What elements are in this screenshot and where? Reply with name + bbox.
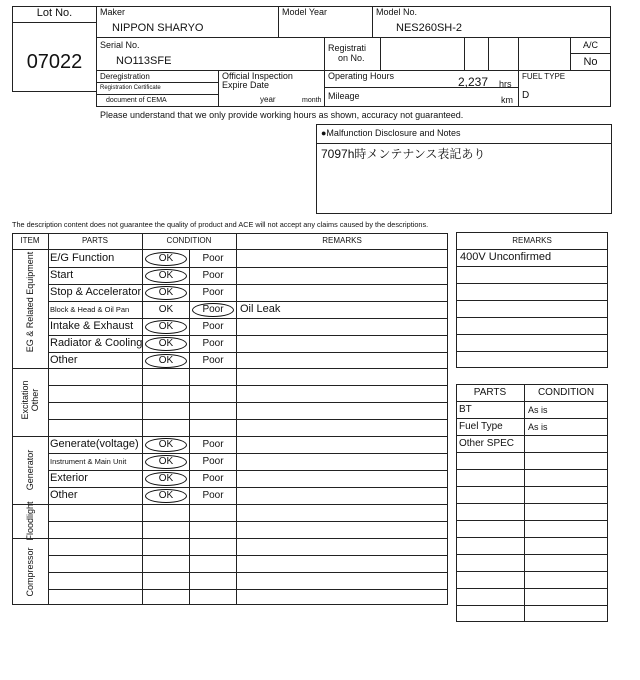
condition-ok-selected: OK: [145, 269, 187, 283]
row-remark: Oil Leak: [240, 303, 281, 315]
year-label: year: [260, 95, 276, 104]
condition-ok: OK: [158, 304, 174, 315]
maker-label: Maker: [100, 7, 126, 17]
deregistration-label: Deregistration: [100, 72, 150, 81]
condition-poor-selected: Poor: [192, 303, 234, 317]
condition-ok-selected: OK: [145, 455, 187, 469]
model-no-label: Model No.: [376, 7, 418, 17]
condition-ok-selected: OK: [145, 354, 187, 368]
model-no-value: NES260SH-2: [396, 22, 463, 34]
part-name: Radiator & Cooling: [50, 337, 143, 349]
month-label: month: [302, 97, 322, 104]
section-label: Floodlight: [25, 501, 35, 541]
malfunction-title: ●Malfunction Disclosure and Notes: [321, 128, 461, 138]
condition-poor: Poor: [202, 287, 224, 298]
condition-poor: Poor: [202, 338, 224, 349]
condition-poor: Poor: [202, 270, 224, 281]
section-label: Compressor: [25, 547, 35, 597]
section-label: Generator: [25, 449, 35, 491]
right-remark-text: 400V Unconfirmed: [460, 251, 552, 263]
operating-hours-label: Operating Hours: [328, 71, 395, 81]
part-name: Other: [50, 354, 78, 366]
fuel-type-value: D: [522, 90, 530, 101]
ac-label: A/C: [582, 40, 598, 50]
col-condition-header: CONDITION: [166, 236, 212, 245]
part-name: Start: [50, 269, 74, 281]
inspection-label-1: Official Inspection: [222, 71, 293, 81]
condition-ok-selected: OK: [145, 438, 187, 452]
condition-poor: Poor: [202, 456, 224, 467]
section-label: Excitation Other: [20, 380, 40, 420]
cema-label: document of CEMA: [106, 97, 167, 104]
part-name: Intake & Exhaust: [50, 320, 134, 332]
condition-poor: Poor: [202, 355, 224, 366]
hrs-unit: hrs: [499, 79, 512, 89]
maker-value: NIPPON SHARYO: [112, 22, 204, 34]
condition-ok-selected: OK: [145, 252, 187, 266]
part-name: E/G Function: [50, 252, 115, 264]
registration-label-2: on No.: [338, 53, 365, 63]
condition-ok-selected: OK: [145, 472, 187, 486]
lot-number: 07022: [26, 51, 83, 73]
condition-poor: Poor: [202, 253, 224, 264]
operating-hours-value: 2,237: [458, 75, 489, 89]
part-name: Exterior: [50, 472, 88, 484]
condition-poor: Poor: [202, 473, 224, 484]
col-parts-header: PARTS: [82, 236, 108, 245]
registration-label-1: Registrati: [328, 43, 367, 53]
serial-value: NO113SFE: [116, 55, 172, 67]
right-parts-header: PARTS: [473, 387, 507, 398]
right-part-name: Fuel Type: [459, 421, 503, 432]
right-part-condition: As is: [528, 422, 548, 432]
right-part-name: Other SPEC: [459, 438, 515, 449]
malfunction-text: 7097h時メンテナンス表記あり: [321, 147, 486, 161]
condition-ok-selected: OK: [145, 337, 187, 351]
part-name: Other: [50, 489, 78, 501]
disclaimer-text: The description content does not guarantee the quality of product and ACE will not accept any claims caused by the descriptions.: [12, 220, 429, 229]
col-remarks-header: REMARKS: [322, 236, 362, 245]
condition-ok-selected: OK: [145, 286, 187, 300]
part-name: Stop & Accelerator: [50, 286, 142, 298]
inspection-label-2: Expire Date: [222, 80, 270, 90]
reg-cert-label: Registration Certificate: [100, 85, 161, 91]
serial-label: Serial No.: [100, 40, 140, 50]
fuel-type-label: FUEL TYPE: [522, 72, 566, 81]
condition-ok-selected: OK: [145, 489, 187, 503]
section-label: EG & Related Equipment: [25, 251, 35, 353]
lot-label: Lot No.: [36, 7, 73, 19]
km-unit: km: [501, 95, 513, 105]
col-item-header: ITEM: [20, 236, 40, 245]
ac-value: No: [583, 56, 598, 68]
condition-poor: Poor: [202, 321, 224, 332]
right-part-name: BT: [459, 404, 472, 415]
right-part-condition: As is: [528, 405, 548, 415]
part-name: Generate(voltage): [50, 438, 139, 450]
mileage-label: Mileage: [328, 91, 360, 101]
model-year-label: Model Year: [282, 7, 328, 17]
right-remarks-header: REMARKS: [512, 236, 552, 245]
part-name: Block & Head & Oil Pan: [50, 305, 130, 314]
part-name: Instrument & Main Unit: [50, 457, 127, 466]
condition-poor: Poor: [202, 490, 224, 501]
condition-poor: Poor: [202, 439, 224, 450]
right-condition-header: CONDITION: [537, 387, 595, 398]
condition-ok-selected: OK: [145, 320, 187, 334]
notice-text: Please understand that we only provide working hours as shown, accuracy not guaranteed.: [100, 110, 464, 120]
